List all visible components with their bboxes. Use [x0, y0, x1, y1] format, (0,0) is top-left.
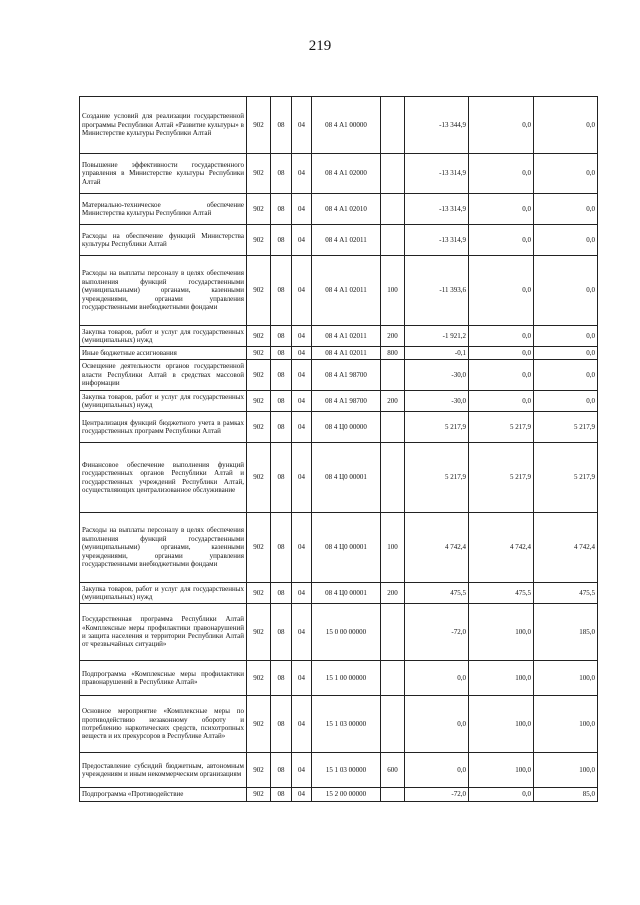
row-v3: 85,0 — [534, 788, 598, 802]
row-v3: 4 742,4 — [534, 513, 598, 583]
row-gr: 902 — [247, 513, 271, 583]
row-rz: 08 — [271, 412, 292, 443]
row-csr: 08 4 А1 02011 — [312, 225, 381, 256]
table-row — [80, 194, 598, 225]
row-v1: -72,0 — [405, 604, 469, 661]
row-csr: 15 1 03 00000 — [312, 753, 381, 788]
row-pr: 04 — [292, 154, 312, 194]
row-v1: -30,0 — [405, 360, 469, 391]
row-gr: 902 — [247, 412, 271, 443]
row-gr: 902 — [247, 788, 271, 802]
table-row — [80, 443, 598, 513]
table-row — [80, 360, 598, 391]
row-name: Основное мероприятие «Комплексные меры по противодействию незаконному обороту и потреблению наркотических средств, психотропных веществ и их прекурсоров в Республике Алтай» — [80, 696, 247, 753]
row-v1: -30,0 — [405, 391, 469, 412]
row-v2: 100,0 — [469, 753, 534, 788]
row-name: Создание условий для реализации государственной программы Республики Алтай «Развитие культуры» в Министерстве культуры Республики Алтай — [80, 97, 247, 154]
row-pr: 04 — [292, 696, 312, 753]
row-rz: 08 — [271, 583, 292, 604]
table-row — [80, 97, 598, 154]
row-v2: 100,0 — [469, 661, 534, 696]
table-row — [80, 225, 598, 256]
row-rz: 08 — [271, 604, 292, 661]
row-gr: 902 — [247, 604, 271, 661]
row-csr: 08 4 А1 02010 — [312, 194, 381, 225]
row-v3: 0,0 — [534, 225, 598, 256]
row-rz: 08 — [271, 753, 292, 788]
row-csr: 08 4 А1 02011 — [312, 256, 381, 326]
row-pr: 04 — [292, 225, 312, 256]
row-gr: 902 — [247, 360, 271, 391]
row-vr: 800 — [381, 347, 405, 360]
row-name: Повышение эффективности государственного управления в Министерстве культуры Республики Алтай — [80, 154, 247, 194]
row-v1: 5 217,9 — [405, 443, 469, 513]
row-gr: 902 — [247, 347, 271, 360]
row-vr — [381, 194, 405, 225]
row-v1: -0,1 — [405, 347, 469, 360]
row-csr: 15 2 00 00000 — [312, 788, 381, 802]
row-v2: 5 217,9 — [469, 412, 534, 443]
row-gr: 902 — [247, 391, 271, 412]
row-pr: 04 — [292, 513, 312, 583]
row-gr: 902 — [247, 696, 271, 753]
row-name: Закупка товаров, работ и услуг для государственных (муниципальных) нужд — [80, 583, 247, 604]
table-row — [80, 604, 598, 661]
row-v1: -72,0 — [405, 788, 469, 802]
row-name: Подпрограмма «Комплексные меры профилактики правонарушений в Республике Алтай» — [80, 661, 247, 696]
row-name: Расходы на обеспечение функций Министерства культуры Республики Алтай — [80, 225, 247, 256]
table-row — [80, 412, 598, 443]
row-v2: 0,0 — [469, 154, 534, 194]
row-name: Закупка товаров, работ и услуг для государственных (муниципальных) нужд — [80, 391, 247, 412]
row-v3: 100,0 — [534, 753, 598, 788]
row-rz: 08 — [271, 194, 292, 225]
row-v1: -13 314,9 — [405, 194, 469, 225]
row-vr — [381, 97, 405, 154]
page-number: 219 — [308, 38, 332, 54]
row-v1: 5 217,9 — [405, 412, 469, 443]
row-gr: 902 — [247, 225, 271, 256]
row-v3: 5 217,9 — [534, 443, 598, 513]
row-csr: 08 4 Ц0 00000 — [312, 412, 381, 443]
row-vr — [381, 154, 405, 194]
row-v3: 100,0 — [534, 696, 598, 753]
row-gr: 902 — [247, 661, 271, 696]
table-body — [80, 97, 598, 802]
table-row — [80, 583, 598, 604]
row-v2: 100,0 — [469, 604, 534, 661]
row-pr: 04 — [292, 412, 312, 443]
row-gr: 902 — [247, 256, 271, 326]
table-row — [80, 661, 598, 696]
row-v2: 0,0 — [469, 391, 534, 412]
row-csr: 08 4 Ц0 00001 — [312, 583, 381, 604]
row-v3: 0,0 — [534, 326, 598, 347]
row-v3: 0,0 — [534, 154, 598, 194]
row-rz: 08 — [271, 225, 292, 256]
row-vr: 100 — [381, 513, 405, 583]
row-name: Расходы на выплаты персоналу в целях обеспечения выполнения функций государственными (муниципальными) органами, казенными учреждениями, органами управления государственными внебюджетными фондами — [80, 513, 247, 583]
row-v3: 0,0 — [534, 256, 598, 326]
row-vr: 200 — [381, 391, 405, 412]
row-v2: 100,0 — [469, 696, 534, 753]
row-vr — [381, 360, 405, 391]
row-v2: 0,0 — [469, 225, 534, 256]
row-rz: 08 — [271, 513, 292, 583]
row-csr: 08 4 А1 98700 — [312, 391, 381, 412]
row-pr: 04 — [292, 661, 312, 696]
row-rz: 08 — [271, 326, 292, 347]
row-pr: 04 — [292, 347, 312, 360]
row-vr — [381, 604, 405, 661]
row-csr: 08 4 Ц0 00001 — [312, 513, 381, 583]
budget-table — [79, 96, 598, 802]
row-name: Расходы на выплаты персоналу в целях обеспечения выполнения функций государственными (муниципальными) органами, казенными учреждениями, органами управления государственными внебюджетными фондами — [80, 256, 247, 326]
row-vr: 100 — [381, 256, 405, 326]
row-pr: 04 — [292, 194, 312, 225]
table-row — [80, 753, 598, 788]
row-v1: -13 314,9 — [405, 154, 469, 194]
table-row — [80, 788, 598, 802]
row-vr — [381, 696, 405, 753]
row-name: Материально-техническое обеспечение Министерства культуры Республики Алтай — [80, 194, 247, 225]
row-name: Подпрограмма «Противодействие — [80, 788, 247, 802]
row-v2: 0,0 — [469, 788, 534, 802]
row-name: Предоставление субсидий бюджетным, автономным учреждениям и иным некоммерческим организациям — [80, 753, 247, 788]
row-vr — [381, 443, 405, 513]
table-row — [80, 256, 598, 326]
row-csr: 08 4 А1 02000 — [312, 154, 381, 194]
row-gr: 902 — [247, 753, 271, 788]
row-rz: 08 — [271, 391, 292, 412]
row-gr: 902 — [247, 194, 271, 225]
row-csr: 08 4 А1 00000 — [312, 97, 381, 154]
row-v1: -1 921,2 — [405, 326, 469, 347]
row-pr: 04 — [292, 788, 312, 802]
row-v1: 4 742,4 — [405, 513, 469, 583]
row-pr: 04 — [292, 604, 312, 661]
row-v3: 0,0 — [534, 194, 598, 225]
row-v2: 0,0 — [469, 97, 534, 154]
row-v3: 0,0 — [534, 347, 598, 360]
row-pr: 04 — [292, 753, 312, 788]
row-vr: 600 — [381, 753, 405, 788]
row-rz: 08 — [271, 256, 292, 326]
row-rz: 08 — [271, 360, 292, 391]
row-v2: 0,0 — [469, 256, 534, 326]
table-row — [80, 513, 598, 583]
row-v2: 0,0 — [469, 326, 534, 347]
row-v2: 4 742,4 — [469, 513, 534, 583]
row-gr: 902 — [247, 583, 271, 604]
row-rz: 08 — [271, 443, 292, 513]
row-v2: 0,0 — [469, 194, 534, 225]
row-v2: 475,5 — [469, 583, 534, 604]
row-name: Государственная программа Республики Алтай «Комплексные меры профилактики правонарушений и защита населения и территории Республики Алтай от чрезвычайных ситуаций» — [80, 604, 247, 661]
row-csr: 08 4 А1 98700 — [312, 360, 381, 391]
row-v1: 0,0 — [405, 753, 469, 788]
row-pr: 04 — [292, 360, 312, 391]
row-v2: 5 217,9 — [469, 443, 534, 513]
row-pr: 04 — [292, 97, 312, 154]
row-gr: 902 — [247, 154, 271, 194]
row-pr: 04 — [292, 443, 312, 513]
row-v1: -11 393,6 — [405, 256, 469, 326]
table-row — [80, 347, 598, 360]
row-rz: 08 — [271, 661, 292, 696]
row-name: Освещение деятельности органов государственной власти Республики Алтай в средствах массовой информации — [80, 360, 247, 391]
row-v3: 0,0 — [534, 391, 598, 412]
row-v1: 0,0 — [405, 661, 469, 696]
row-vr: 200 — [381, 583, 405, 604]
row-csr: 08 4 Ц0 00001 — [312, 443, 381, 513]
row-v3: 5 217,9 — [534, 412, 598, 443]
row-vr — [381, 788, 405, 802]
row-name: Финансовое обеспечение выполнения функций государственных органов Республики Алтай и государственных учреждений Республики Алтай, осуществляющих централизованное обслуживание — [80, 443, 247, 513]
row-v1: 475,5 — [405, 583, 469, 604]
row-csr: 08 4 А1 02011 — [312, 347, 381, 360]
row-name: Централизация функций бюджетного учета в рамках государственных программ Республики Алтай — [80, 412, 247, 443]
table-row — [80, 154, 598, 194]
row-v3: 185,0 — [534, 604, 598, 661]
row-vr: 200 — [381, 326, 405, 347]
row-v1: -13 314,9 — [405, 225, 469, 256]
row-pr: 04 — [292, 583, 312, 604]
row-vr — [381, 225, 405, 256]
row-rz: 08 — [271, 347, 292, 360]
row-vr — [381, 661, 405, 696]
row-name: Иные бюджетные ассигнования — [80, 347, 247, 360]
row-v1: 0,0 — [405, 696, 469, 753]
row-v3: 0,0 — [534, 97, 598, 154]
row-csr: 15 0 00 00000 — [312, 604, 381, 661]
row-vr — [381, 412, 405, 443]
row-v2: 0,0 — [469, 360, 534, 391]
row-v3: 100,0 — [534, 661, 598, 696]
table-row — [80, 391, 598, 412]
row-pr: 04 — [292, 391, 312, 412]
row-gr: 902 — [247, 443, 271, 513]
row-pr: 04 — [292, 256, 312, 326]
row-rz: 08 — [271, 788, 292, 802]
row-rz: 08 — [271, 97, 292, 154]
row-csr: 15 1 03 00000 — [312, 696, 381, 753]
table-row — [80, 326, 598, 347]
row-name: Закупка товаров, работ и услуг для государственных (муниципальных) нужд — [80, 326, 247, 347]
row-gr: 902 — [247, 97, 271, 154]
row-csr: 15 1 00 00000 — [312, 661, 381, 696]
table-row — [80, 696, 598, 753]
row-rz: 08 — [271, 696, 292, 753]
row-v3: 0,0 — [534, 360, 598, 391]
row-pr: 04 — [292, 326, 312, 347]
row-csr: 08 4 А1 02011 — [312, 326, 381, 347]
row-v3: 475,5 — [534, 583, 598, 604]
row-v2: 0,0 — [469, 347, 534, 360]
row-v1: -13 344,9 — [405, 97, 469, 154]
row-gr: 902 — [247, 326, 271, 347]
row-rz: 08 — [271, 154, 292, 194]
